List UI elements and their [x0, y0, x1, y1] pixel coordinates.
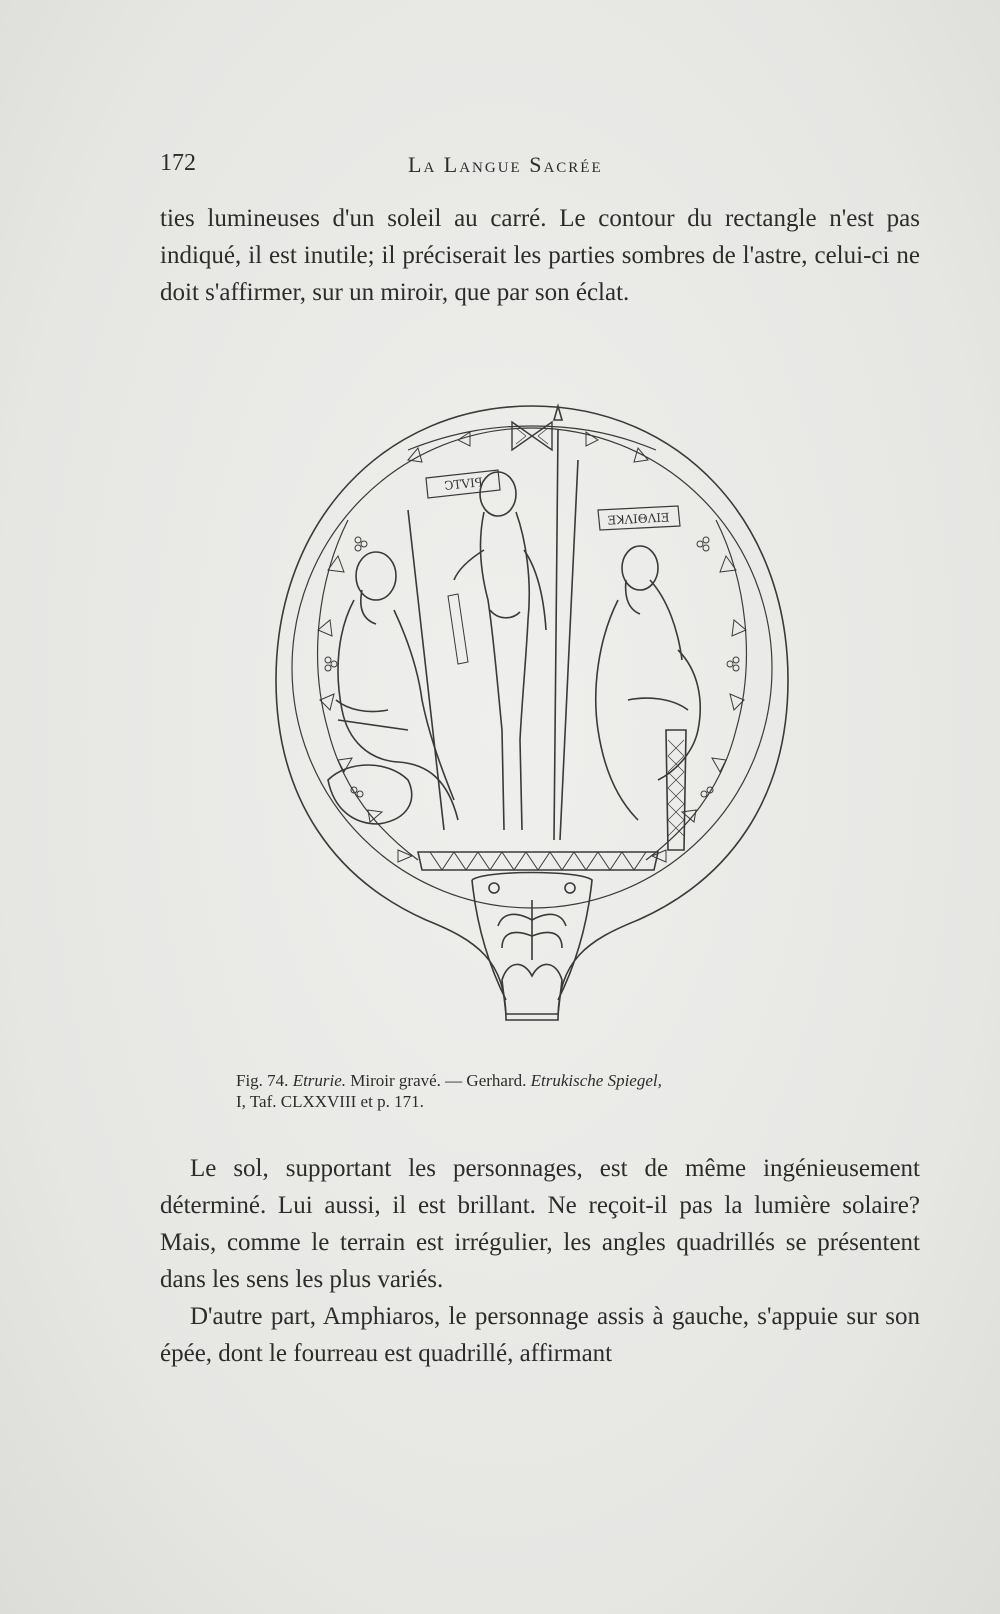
- inscription-left: ϽTVIꟼ: [443, 475, 484, 494]
- caption-work-title: Etrukische Spiegel,: [530, 1071, 662, 1090]
- caption-place: Etrurie.: [292, 1071, 347, 1090]
- page-number: 172: [160, 150, 196, 176]
- caption-description: Miroir gravé. — Gerhard.: [350, 1071, 527, 1090]
- mirror-engraving-figure: [258, 400, 806, 1060]
- page-header: [160, 150, 920, 184]
- inscription-right: ƎꓘΛIΘΛIƎ: [607, 510, 671, 528]
- paragraph-1: ties lumineuses d'un soleil au carré. Le contour du rectangle n'est pas indiqué, il est inutile; il préciserait les parties sombres de l'astre, celui-ci ne doit s'affirmer, sur un miroir, que par son éclat.: [160, 205, 920, 306]
- paragraph-2: Le sol, supportant les personnages, est de même ingénieusement déterminé. Lui aussi, il est brillant. Ne reçoit-il pas la lumière solaire? Mais, comme le terrain est irrégulier, les angles quadrillés se présentent dans les sens les plus variés.: [160, 1155, 920, 1293]
- caption-reference: I, Taf. CLXXVIII et p. 171.: [236, 1092, 424, 1111]
- caption-fig-number: Fig. 74.: [236, 1071, 289, 1090]
- mirror-engraving-illustration: [258, 400, 806, 1060]
- paragraph-3: D'autre part, Amphiaros, le personnage assis à gauche, s'appuie sur son épée, dont le fourreau est quadrillé, affirmant: [160, 1303, 920, 1367]
- running-title: La Langue Sacrée: [408, 152, 603, 177]
- figure-caption: [236, 1070, 836, 1112]
